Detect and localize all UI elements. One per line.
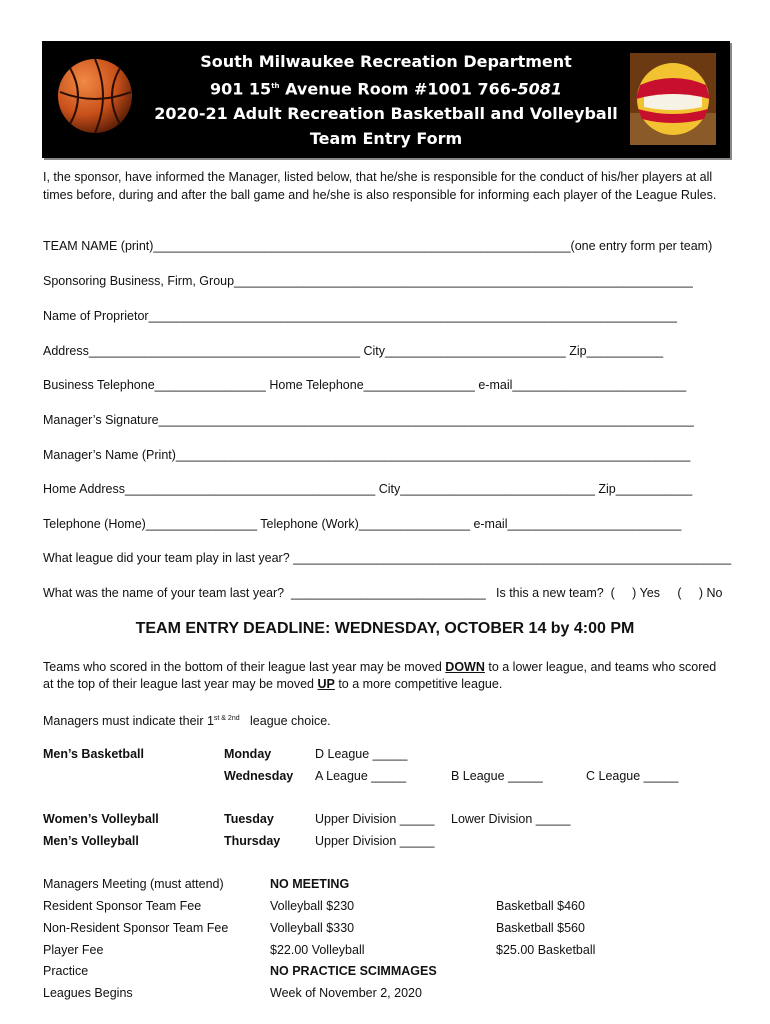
manager-name-field[interactable]: Manager’s Name (Print)__________________________________________________________________________	[43, 448, 691, 462]
league-move-note: Teams who scored in the bottom of their league last year may be moved DOWN to a lower league, and teams who scored at the top of their league last year may be moved UP to a more competitive league.	[43, 660, 717, 691]
team-name-last-year-field[interactable]: What was the name of your team last year? ____________________________	[43, 586, 486, 600]
womens-volleyball-label: Women’s Volleyball	[43, 812, 159, 826]
new-team-question[interactable]: Is this a new team? ( ) Yes ( ) No	[496, 586, 723, 600]
fee-extra: $25.00 Basketball	[496, 943, 596, 957]
thursday-label: Thursday	[224, 834, 281, 848]
league-last-year-field[interactable]: What league did your team play in last year? _______________________________________________________________	[43, 551, 732, 565]
home-address-field[interactable]: Home Address____________________________________ City____________________________ Zip___________	[43, 482, 693, 496]
address-field[interactable]: Address_______________________________________ City__________________________ Zip___________	[43, 344, 664, 358]
header-banner	[42, 41, 730, 158]
fee-value: NO MEETING	[270, 877, 350, 891]
c-league-option[interactable]: C League _____	[586, 769, 679, 783]
fee-label: Managers Meeting (must attend)	[43, 877, 224, 891]
manager-signature-field[interactable]: Manager’s Signature_____________________________________________________________________________	[43, 413, 694, 427]
header-line4: Team Entry Form	[309, 129, 463, 149]
fee-extra: Basketball $560	[496, 921, 585, 935]
telephone-field[interactable]: Telephone (Home)________________ Telephone (Work)________________ e-mail_________________________	[43, 517, 682, 531]
fee-label: Leagues Begins	[43, 986, 133, 1000]
intro-paragraph: I, the sponsor, have informed the Manager, listed below, that he/she is responsible for the conduct of his/her players at all times before, during and after the ball game and he/she is also responsible for informing each player of the League Rules.	[43, 170, 717, 202]
mens-volleyball-label: Men’s Volleyball	[43, 834, 139, 848]
fee-extra: Basketball $460	[496, 899, 585, 913]
tuesday-label: Tuesday	[224, 812, 274, 826]
wednesday-label: Wednesday	[224, 769, 294, 783]
monday-label: Monday	[224, 747, 272, 761]
fee-value: $22.00 Volleyball	[270, 943, 365, 957]
upper-division-option-tuesday[interactable]: Upper Division _____	[315, 812, 435, 826]
league-choice-instruction: Managers must indicate their $1^{st \& 2nd}$ league choice.	[43, 714, 331, 729]
lower-division-option[interactable]: Lower Division _____	[451, 812, 571, 826]
team-name-field[interactable]: TEAM NAME (print)____________________________________________________________(one entry form per team)	[43, 239, 713, 253]
fee-label: Non-Resident Sponsor Team Fee	[43, 921, 229, 935]
fee-label: Practice	[43, 964, 89, 978]
fee-value: Volleyball $230	[270, 899, 355, 913]
fee-value: NO PRACTICE SCIMMAGES	[270, 964, 437, 978]
fee-value: Week of November 2, 2020	[270, 986, 422, 1000]
entry-deadline: TEAM ENTRY DEADLINE: WEDNESDAY, OCTOBER 14 by 4:00 PM	[135, 620, 635, 637]
d-league-option[interactable]: D League _____	[315, 747, 408, 761]
mens-basketball-label: Men’s Basketball	[43, 747, 144, 761]
fee-label: Player Fee	[43, 943, 104, 957]
a-league-option[interactable]: A League _____	[315, 769, 407, 783]
proprietor-field[interactable]: Name of Proprietor____________________________________________________________________________	[43, 309, 677, 323]
sponsor-field[interactable]: Sponsoring Business, Firm, Group__________________________________________________________________	[43, 274, 693, 288]
header-line1: South Milwaukee Recreation Department	[200, 52, 572, 71]
volleyball-icon	[630, 53, 716, 145]
business-phone-field[interactable]: Business Telephone________________ Home Telephone________________ e-mail_________________________	[43, 378, 687, 392]
header-line2: 901 15th Avenue Room #1001 766-5081	[209, 79, 563, 99]
fee-value: Volleyball $330	[270, 921, 355, 935]
upper-division-option-thursday[interactable]: Upper Division _____	[315, 834, 435, 848]
b-league-option[interactable]: B League _____	[451, 769, 543, 783]
header-line3: 2020-21 Adult Recreation Basketball and Volleyball	[154, 104, 618, 124]
fee-label: Resident Sponsor Team Fee	[43, 899, 202, 913]
